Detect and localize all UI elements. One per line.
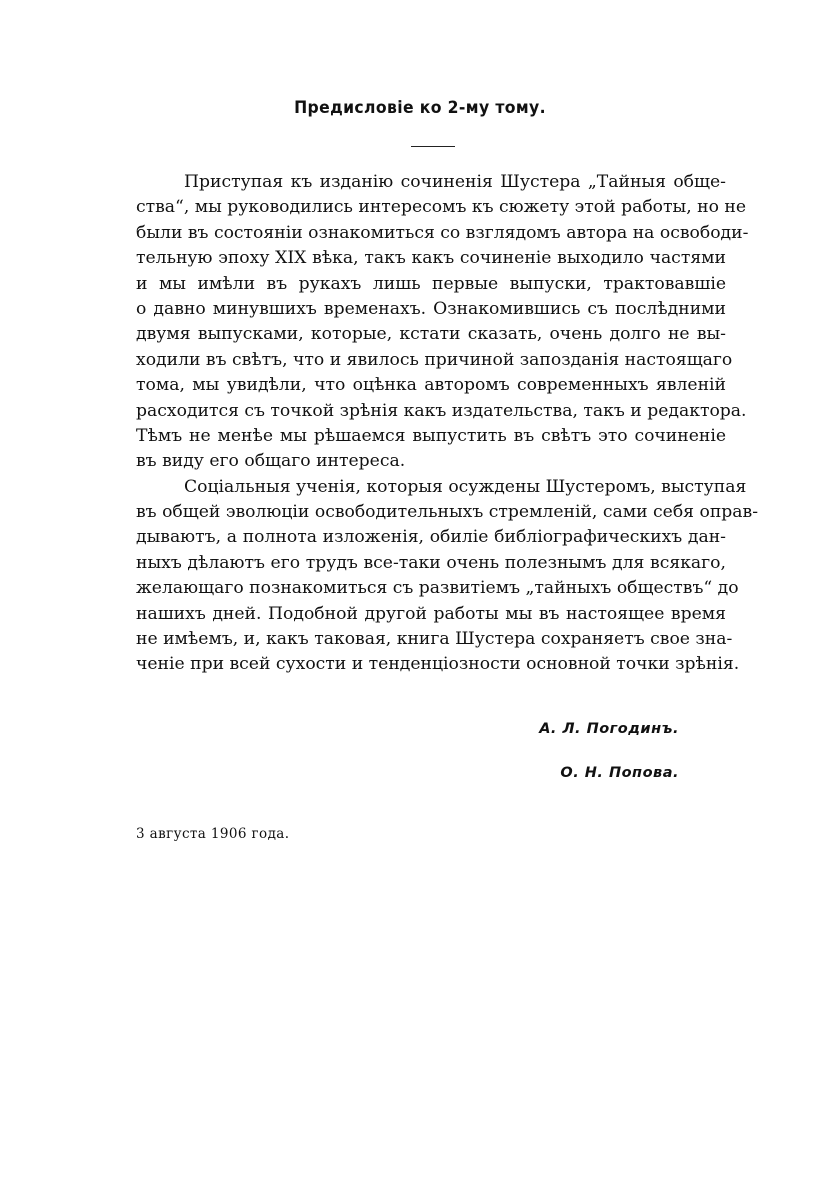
signature-pogodin: А. Л. Погодинъ. [539, 721, 679, 737]
text-line: и мы имѣли въ рукахъ лишь первые выпуски, трактовавшіе [136, 273, 726, 294]
text-line: тома, мы увидѣли, что оцѣнка авторомъ современныхъ явленій [136, 375, 726, 396]
text-line: ходили въ свѣтъ, что и явилось причиной запозданія настоящаго [136, 349, 733, 370]
text-line: не имѣемъ, и, какъ таковая, книга Шустера сохраняетъ свое зна- [136, 629, 733, 650]
preface-body [136, 170, 759, 678]
text-line: Соціальныя ученія, которыя осуждены Шустеромъ, выступая [184, 476, 747, 497]
paragraph-1 [136, 170, 749, 475]
text-line: о давно минувшихъ временахъ. Ознакомившись съ послѣдними [136, 298, 726, 319]
page-title: Предисловіе ко 2-му тому. [294, 98, 546, 118]
text-line: ченіе при всей сухости и тенденціозности основной точки зрѣнія. [136, 654, 740, 675]
text-line: въ виду его общаго интереса. [136, 451, 406, 472]
text-line: нашихъ дней. Подобной другой работы мы въ настоящее время [136, 603, 726, 624]
text-line: расходится съ точкой зрѣнія какъ издательства, такъ и редактора. [136, 400, 747, 421]
text-line: двумя выпусками, которые, кстати сказать, очень долго не вы- [136, 324, 726, 345]
text-line: ства“, мы руководились интересомъ къ сюжету этой работы, но не [136, 197, 747, 218]
text-line: ныхъ дѣлаютъ его трудъ все-таки очень полезнымъ для всякаго, [136, 552, 726, 573]
text-line: дываютъ, а полнота изложенія, обиліе библіографическихъ дан- [136, 527, 726, 548]
document-date: 3 августа 1906 года. [136, 826, 290, 842]
text-line: были въ состояніи ознакомиться со взглядомъ автора на освободи- [136, 222, 749, 243]
text-line: тельную эпоху XIX вѣка, такъ какъ сочиненіе выходило частями [136, 248, 726, 269]
text-line: Тѣмъ не менѣе мы рѣшаемся выпустить въ свѣтъ это сочиненіе [136, 425, 726, 446]
text-line: желающаго познакомиться съ развитіемъ „тайныхъ обществъ“ до [136, 578, 739, 599]
text-line: Приступая къ изданію сочиненія Шустера „Тайныя обще- [184, 172, 726, 192]
title-divider [411, 146, 455, 147]
text-line: въ общей эволюціи освободительныхъ стремленій, сами себя оправ- [136, 502, 759, 523]
signature-popova: О. Н. Попова. [560, 765, 679, 781]
paragraph-2 [136, 475, 759, 678]
